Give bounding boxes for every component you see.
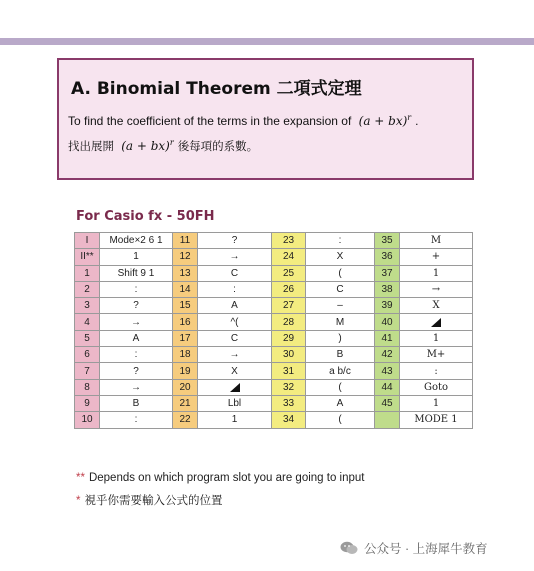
key-entry: 1 (400, 265, 473, 281)
step-index: 4 (75, 314, 100, 330)
key-entry: M (306, 314, 375, 330)
step-index: 13 (173, 265, 198, 281)
formula-base-zh: (a + bx) (121, 139, 170, 153)
table-row (75, 379, 473, 395)
step-index (375, 412, 400, 428)
note-2-marker: * (76, 495, 81, 507)
formula-base: (a + bx) (358, 114, 408, 128)
key-entry: Lbl (198, 395, 272, 411)
step-index: 37 (375, 265, 400, 281)
key-entry: 1 (198, 412, 272, 428)
theorem-description-en (68, 113, 418, 128)
step-index: 16 (173, 314, 198, 330)
note-1-marker: ** (76, 472, 85, 484)
watermark (340, 539, 488, 557)
key-entry: → (400, 281, 473, 297)
step-index: 41 (375, 330, 400, 346)
step-index: 7 (75, 363, 100, 379)
key-entry: ? (100, 363, 173, 379)
step-index: 44 (375, 379, 400, 395)
key-entry: M+ (400, 347, 473, 363)
key-entry: X (198, 363, 272, 379)
step-index: 6 (75, 347, 100, 363)
step-index: 40 (375, 314, 400, 330)
step-index: 11 (173, 233, 198, 249)
table-row (75, 395, 473, 411)
step-index: 42 (375, 347, 400, 363)
note-2 (76, 492, 222, 508)
table-row (75, 265, 473, 281)
desc-en-prefix: To find the coefficient of the terms in the expansion of (68, 114, 352, 128)
display-triangle-icon (230, 383, 240, 392)
formula-zh (121, 139, 173, 153)
key-entry: : (100, 281, 173, 297)
key-entry: 1 (400, 330, 473, 346)
key-entry: + (400, 249, 473, 265)
theorem-title: A. Binomial Theorem 二項式定理 (71, 79, 362, 99)
step-index: I (75, 233, 100, 249)
key-entry: Mode×2 6 1 (100, 233, 173, 249)
table-row (75, 249, 473, 265)
step-index: 9 (75, 395, 100, 411)
key-entry: ) (306, 330, 375, 346)
table-row (75, 363, 473, 379)
table-row (75, 314, 473, 330)
step-index: 30 (272, 347, 306, 363)
key-entry: X (306, 249, 375, 265)
key-entry: : (306, 233, 375, 249)
key-entry: ( (306, 265, 375, 281)
table-row (75, 347, 473, 363)
theorem-box (57, 58, 474, 180)
section-title: For Casio fx - 50FH (76, 209, 215, 224)
key-entry: → (198, 347, 272, 363)
step-index: 20 (173, 379, 198, 395)
key-entry: a b/c (306, 363, 375, 379)
top-band (0, 0, 534, 36)
step-index: 28 (272, 314, 306, 330)
key-entry: MODE 1 (400, 412, 473, 428)
step-index: 29 (272, 330, 306, 346)
key-entry: Goto (400, 379, 473, 395)
step-index: 27 (272, 298, 306, 314)
theorem-description-zh (68, 138, 258, 154)
step-index: 31 (272, 363, 306, 379)
key-entry: ( (306, 379, 375, 395)
step-index: 5 (75, 330, 100, 346)
formula-exponent-zh: r (169, 138, 174, 147)
key-entry (198, 379, 272, 395)
step-index: 2 (75, 281, 100, 297)
step-index: 8 (75, 379, 100, 395)
table-row (75, 233, 473, 249)
key-entry: ( (306, 412, 375, 428)
formula (359, 114, 411, 128)
step-index: 23 (272, 233, 306, 249)
key-entry: 1 (400, 395, 473, 411)
step-index: 45 (375, 395, 400, 411)
key-entry (400, 314, 473, 330)
step-index: 1 (75, 265, 100, 281)
table-row (75, 412, 473, 428)
formula-exponent: r (407, 113, 412, 122)
step-index: 43 (375, 363, 400, 379)
desc-zh-suffix: 後每項的系數。 (177, 141, 259, 153)
key-entry: – (306, 298, 375, 314)
display-triangle-icon (431, 318, 441, 327)
desc-zh-prefix: 找出展開 (68, 141, 114, 153)
note-1 (76, 472, 364, 484)
desc-en-suffix: . (415, 114, 419, 128)
program-table (74, 232, 473, 429)
key-entry: A (198, 298, 272, 314)
step-index: 39 (375, 298, 400, 314)
step-index: 18 (173, 347, 198, 363)
key-entry: M (400, 233, 473, 249)
header-stripe (0, 38, 534, 45)
key-entry: 1 (100, 249, 173, 265)
step-index: 26 (272, 281, 306, 297)
key-entry: : (198, 281, 272, 297)
table-row (75, 281, 473, 297)
step-index: 14 (173, 281, 198, 297)
note-1-text: Depends on which program slot you are going to input (88, 472, 365, 484)
key-entry: A (306, 395, 375, 411)
key-entry: B (306, 347, 375, 363)
step-index: 34 (272, 412, 306, 428)
step-index: 36 (375, 249, 400, 265)
key-entry: : (400, 363, 473, 379)
step-index: 12 (173, 249, 198, 265)
step-index: 15 (173, 298, 198, 314)
step-index: 33 (272, 395, 306, 411)
key-entry: C (198, 265, 272, 281)
step-index: 25 (272, 265, 306, 281)
step-index: 24 (272, 249, 306, 265)
key-entry: C (306, 281, 375, 297)
step-index: 3 (75, 298, 100, 314)
step-index: 35 (375, 233, 400, 249)
key-entry: : (100, 347, 173, 363)
key-entry: → (198, 249, 272, 265)
step-index: 17 (173, 330, 198, 346)
step-index: 22 (173, 412, 198, 428)
step-index: 38 (375, 281, 400, 297)
step-index: 21 (173, 395, 198, 411)
note-2-text: 視乎你需要輸入公式的位置 (84, 495, 223, 507)
program-table-body (75, 233, 473, 429)
step-index: 32 (272, 379, 306, 395)
key-entry: : (100, 412, 173, 428)
key-entry: B (100, 395, 173, 411)
step-index: II** (75, 249, 100, 265)
key-entry: X (400, 298, 473, 314)
watermark-text: 公众号 · 上海犀牛教育 (364, 542, 488, 556)
key-entry: ? (100, 298, 173, 314)
key-entry: A (100, 330, 173, 346)
table-row (75, 330, 473, 346)
wechat-icon (340, 541, 358, 555)
key-entry: ? (198, 233, 272, 249)
key-entry: → (100, 379, 173, 395)
key-entry: → (100, 314, 173, 330)
step-index: 19 (173, 363, 198, 379)
key-entry: ^( (198, 314, 272, 330)
step-index: 10 (75, 412, 100, 428)
key-entry: C (198, 330, 272, 346)
table-row (75, 298, 473, 314)
key-entry: Shift 9 1 (100, 265, 173, 281)
